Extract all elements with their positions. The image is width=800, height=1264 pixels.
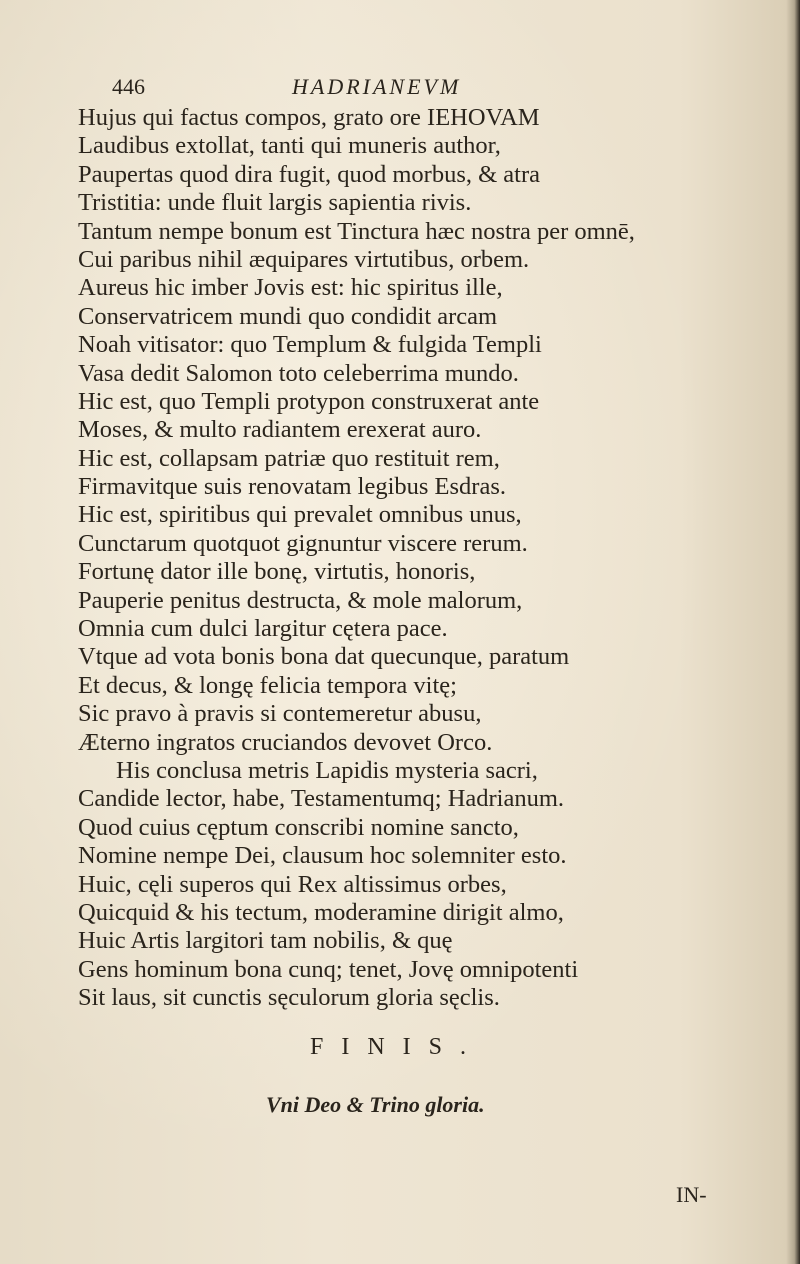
catchword: IN- xyxy=(676,1182,707,1207)
running-head: HADRIANEVM xyxy=(292,74,462,99)
poem-line: Hic est, spiritibus qui prevalet omnibus unus, xyxy=(78,501,522,529)
poem-line: Conservatricem mundi quo condidit arcam xyxy=(78,302,498,330)
page-edge-shadow xyxy=(786,0,800,1264)
poem-line: Huic, cęli superos qui Rex altissimus orbes, xyxy=(78,870,507,898)
poem-line: Tristitia: unde fluit largis sapientia rivis. xyxy=(78,189,472,217)
poem-line: His conclusa metris Lapidis mysteria sacri, xyxy=(116,756,538,784)
poem-line: Tantum nempe bonum est Tinctura hæc nostra per omnē, xyxy=(78,217,635,245)
poem-line: Huic Artis largitori tam nobilis, & quę xyxy=(78,927,453,955)
poem-line: Fortunę dator ille bonę, virtutis, honoris, xyxy=(78,558,476,586)
poem-line: Vasa dedit Salomon toto celeberrima mundo. xyxy=(78,359,519,387)
poem-line: Hujus qui factus compos, grato ore IEHOVAM xyxy=(78,104,540,131)
finis-heading: FINIS. xyxy=(310,1034,485,1060)
poem-line: Pauperie penitus destructa, & mole malorum, xyxy=(78,586,523,614)
poem-line: Quod cuius cęptum conscribi nomine sancto, xyxy=(78,813,519,841)
poem-line: Nomine nempe Dei, clausum hoc solemniter esto. xyxy=(78,842,567,870)
poem-line: Hic est, quo Templi protypon construxerat ante xyxy=(78,387,540,415)
poem-line: Hic est, collapsam patriæ quo restituit rem, xyxy=(78,444,500,472)
poem-text xyxy=(78,104,718,1013)
doxology-line: Vni Deo & Trino gloria. xyxy=(266,1092,485,1117)
poem-line: Moses, & multo radiantem erexerat auro. xyxy=(78,416,482,444)
page-header xyxy=(112,74,672,108)
poem-line: Candide lector, habe, Testamentumq; Hadrianum. xyxy=(78,785,565,813)
poem-line: Sic pravo à pravis si contemeretur abusu, xyxy=(78,700,482,728)
poem-line: Quicquid & his tectum, moderamine dirigit almo, xyxy=(78,898,564,926)
poem-line: Omnia cum dulci largitur cętera pace. xyxy=(78,615,448,643)
poem-line: Noah vitisator: quo Templum & fulgida Templi xyxy=(78,331,542,359)
poem-line: Vtque ad vota bonis bona dat quecunque, paratum xyxy=(78,643,570,671)
poem-line: Cui paribus nihil æquipares virtutibus, orbem. xyxy=(78,245,530,273)
poem-line: Et decus, & longę felicia tempora vitę; xyxy=(78,671,457,699)
poem-line: Gens hominum bona cunq; tenet, Jovę omnipotenti xyxy=(78,955,579,983)
poem-line: Aureus hic imber Jovis est: hic spiritus ille, xyxy=(78,274,503,302)
poem-line: Paupertas quod dira fugit, quod morbus, & atra xyxy=(78,160,541,188)
poem-line: Sit laus, sit cunctis sęculorum gloria sęclis. xyxy=(78,984,500,1012)
poem-line: Firmavitque suis renovatam legibus Esdras. xyxy=(78,473,506,501)
poem-line: Laudibus extollat, tanti qui muneris author, xyxy=(78,132,501,160)
page-number: 446 xyxy=(112,74,145,99)
poem-line: Cunctarum quotquot gignuntur viscere rerum. xyxy=(78,529,528,557)
poem-line: Æterno ingratos cruciandos devovet Orco. xyxy=(78,728,493,756)
